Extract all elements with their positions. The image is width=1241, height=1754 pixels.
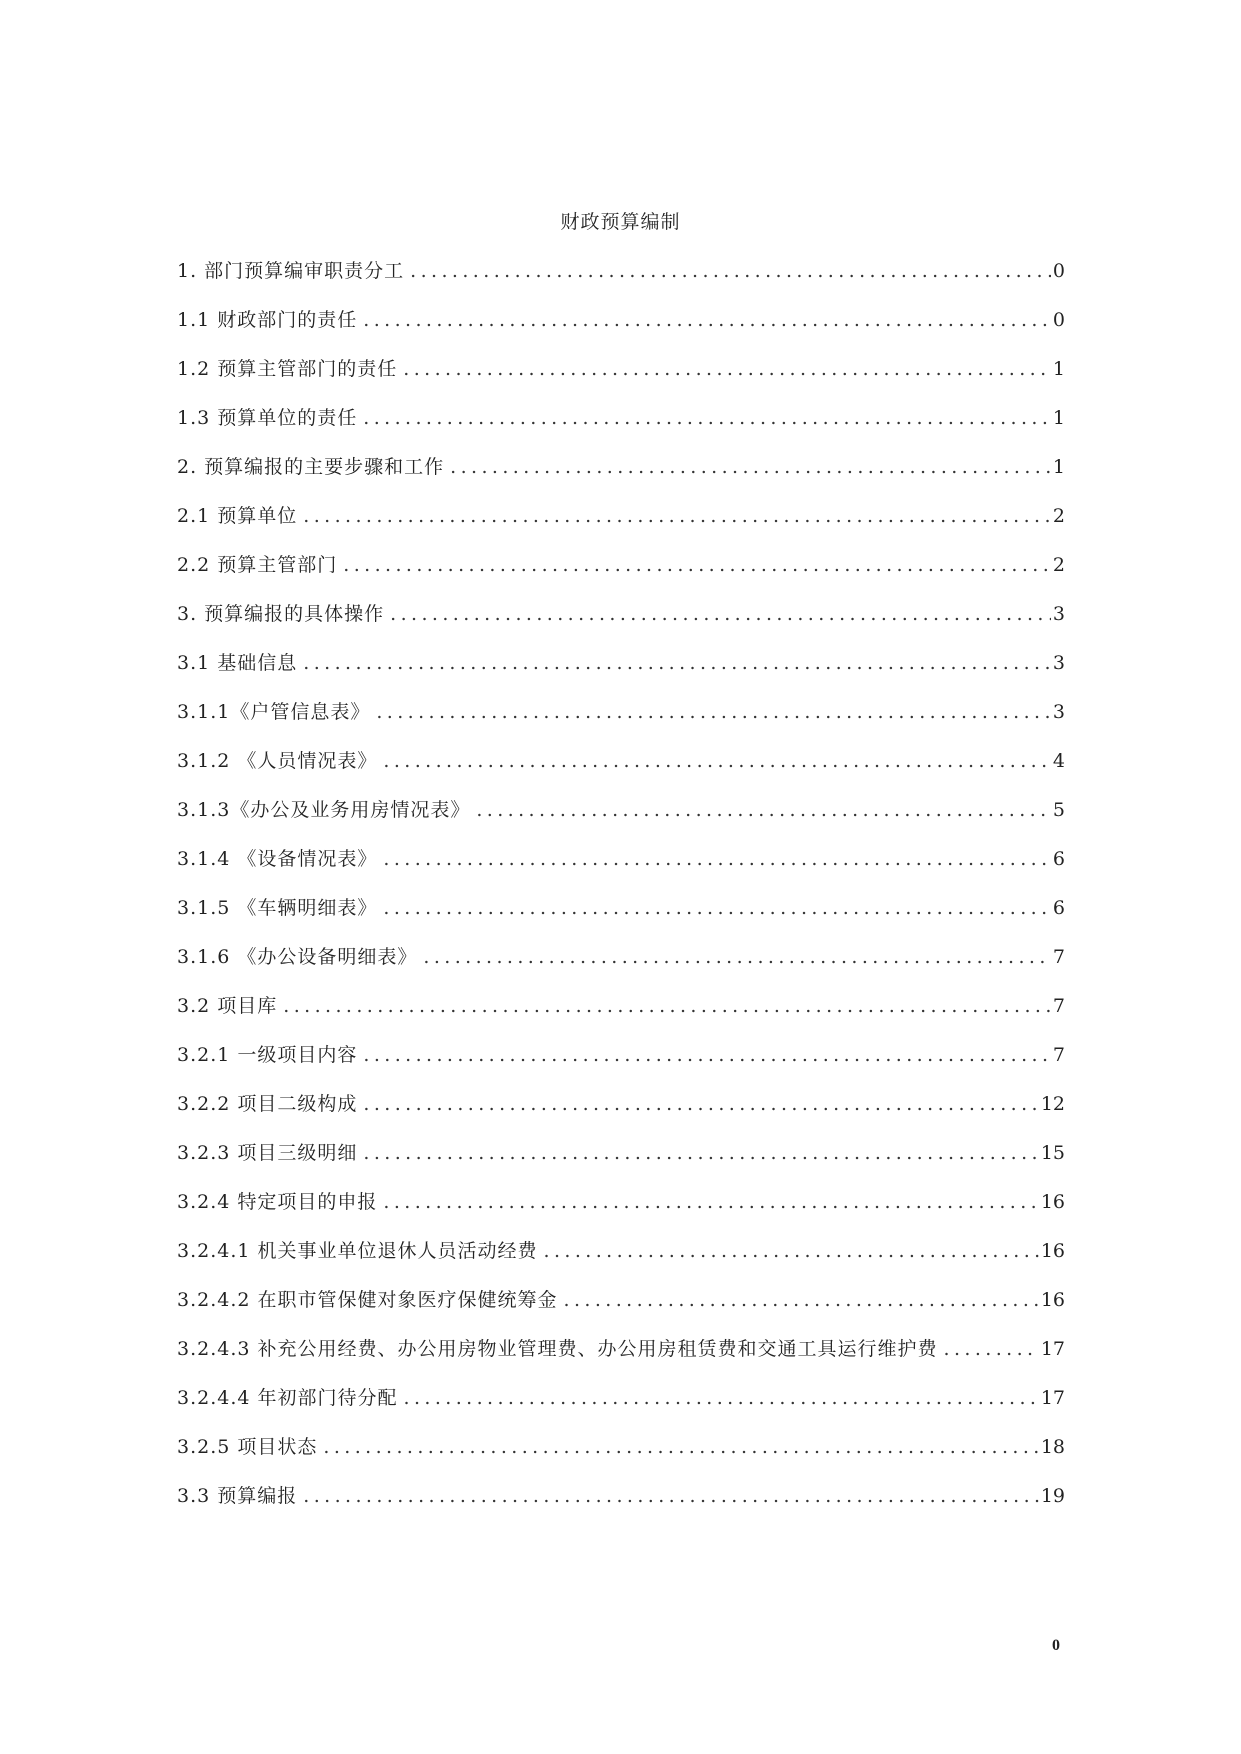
toc-entry-page-number: 7 — [1052, 946, 1065, 968]
toc-entry[interactable] — [177, 1236, 1065, 1285]
toc-dot-leader — [283, 991, 1051, 1021]
toc-dot-leader — [423, 942, 1051, 972]
toc-entry-label: 1.1 财政部门的责任 — [177, 309, 358, 331]
toc-entry-page-number: 7 — [1052, 1044, 1065, 1066]
toc-entry-page-number: 7 — [1052, 995, 1065, 1017]
toc-dot-leader — [303, 501, 1051, 531]
toc-entry[interactable] — [177, 1334, 1065, 1383]
toc-dot-leader — [944, 1334, 1039, 1364]
toc-entry-label: 3.2.1 一级项目内容 — [177, 1044, 358, 1066]
toc-entry-label: 3.3 预算编报 — [177, 1485, 298, 1507]
toc-dot-leader — [383, 893, 1051, 923]
toc-dot-leader — [343, 550, 1051, 580]
toc-entry[interactable] — [177, 795, 1065, 844]
toc-entry-label: 3.2.3 项目三级明细 — [177, 1142, 358, 1164]
toc-entry-label: 3. 预算编报的具体操作 — [177, 603, 385, 625]
toc-entry-label: 2.2 预算主管部门 — [177, 554, 338, 576]
toc-dot-leader — [363, 1089, 1038, 1119]
toc-entry-page-number: 2 — [1052, 505, 1065, 527]
toc-entry-label: 2. 预算编报的主要步骤和工作 — [177, 456, 445, 478]
toc-entry-label: 1.3 预算单位的责任 — [177, 407, 358, 429]
toc-dot-leader — [410, 256, 1051, 286]
toc-dot-leader — [303, 1481, 1039, 1511]
toc-entry[interactable] — [177, 991, 1065, 1040]
toc-dot-leader — [390, 599, 1051, 629]
toc-entry[interactable] — [177, 501, 1065, 550]
toc-entry-page-number: 0 — [1052, 309, 1065, 331]
toc-entry-page-number: 0 — [1052, 260, 1065, 282]
toc-entry-page-number: 16 — [1040, 1240, 1065, 1262]
toc-entry[interactable] — [177, 1040, 1065, 1089]
toc-entry-page-number: 2 — [1052, 554, 1065, 576]
toc-dot-leader — [476, 795, 1051, 825]
toc-entry[interactable] — [177, 844, 1065, 893]
toc-dot-leader — [564, 1285, 1039, 1315]
toc-entry-page-number: 6 — [1052, 897, 1065, 919]
toc-entry[interactable] — [177, 256, 1065, 305]
toc-entry-page-number: 5 — [1052, 799, 1065, 821]
toc-entry-label: 3.1.4 《设备情况表》 — [177, 848, 378, 870]
toc-entry-label: 3.2.5 项目状态 — [177, 1436, 318, 1458]
toc-dot-leader — [363, 403, 1051, 433]
toc-entry[interactable] — [177, 599, 1065, 648]
toc-dot-leader — [383, 1187, 1038, 1217]
toc-entry[interactable] — [177, 1285, 1065, 1334]
toc-entry-label: 3.2.4.2 在职市管保健对象医疗保健统筹金 — [177, 1289, 558, 1311]
toc-dot-leader — [323, 1432, 1038, 1462]
toc-entry[interactable] — [177, 1089, 1065, 1138]
toc-entry-label: 3.1.2 《人员情况表》 — [177, 750, 378, 772]
toc-entry-label: 3.1.3《办公及业务用房情况表》 — [177, 799, 471, 821]
toc-dot-leader — [450, 452, 1051, 482]
toc-entry-label: 3.2.4.4 年初部门待分配 — [177, 1387, 398, 1409]
toc-dot-leader — [376, 697, 1051, 727]
toc-dot-leader — [363, 1138, 1038, 1168]
toc-entry[interactable] — [177, 1432, 1065, 1481]
page-number: 0 — [1052, 1637, 1060, 1654]
toc-dot-leader — [403, 354, 1051, 384]
toc-entry-page-number: 1 — [1052, 358, 1065, 380]
toc-entry-label: 3.1 基础信息 — [177, 652, 298, 674]
toc-dot-leader — [303, 648, 1051, 678]
toc-entry-page-number: 19 — [1040, 1485, 1065, 1507]
toc-entry-page-number: 3 — [1052, 652, 1065, 674]
toc-entry-page-number: 3 — [1052, 603, 1065, 625]
toc-dot-leader — [404, 1383, 1039, 1413]
toc-entry-label: 3.2 项目库 — [177, 995, 278, 1017]
toc-entry-label: 3.2.4 特定项目的申报 — [177, 1191, 378, 1213]
toc-entry-page-number: 4 — [1052, 750, 1065, 772]
toc-entry-label: 3.1.1《户管信息表》 — [177, 701, 371, 723]
toc-entry-label: 3.1.6 《办公设备明细表》 — [177, 946, 418, 968]
toc-entry-label: 3.1.5 《车辆明细表》 — [177, 897, 378, 919]
toc-entry-page-number: 17 — [1040, 1387, 1065, 1409]
table-of-contents — [177, 256, 1065, 1530]
toc-entry[interactable] — [177, 305, 1065, 354]
toc-entry-page-number: 6 — [1052, 848, 1065, 870]
toc-dot-leader — [383, 746, 1051, 776]
toc-entry-page-number: 1 — [1052, 456, 1065, 478]
toc-entry[interactable] — [177, 1481, 1065, 1530]
toc-entry-page-number: 18 — [1040, 1436, 1065, 1458]
toc-entry[interactable] — [177, 403, 1065, 452]
toc-entry-label: 3.2.4.3 补充公用经费、办公用房物业管理费、办公用房租赁费和交通工具运行维护费 — [177, 1338, 938, 1360]
toc-entry-label: 3.2.2 项目二级构成 — [177, 1093, 358, 1115]
toc-entry[interactable] — [177, 893, 1065, 942]
toc-entry[interactable] — [177, 942, 1065, 991]
toc-entry[interactable] — [177, 746, 1065, 795]
toc-entry-page-number: 3 — [1052, 701, 1065, 723]
toc-dot-leader — [363, 305, 1051, 335]
toc-entry[interactable] — [177, 697, 1065, 746]
toc-entry-page-number: 1 — [1052, 407, 1065, 429]
toc-dot-leader — [383, 844, 1051, 874]
toc-entry[interactable] — [177, 550, 1065, 599]
toc-entry[interactable] — [177, 1138, 1065, 1187]
toc-entry-label: 1.2 预算主管部门的责任 — [177, 358, 398, 380]
toc-entry-label: 1. 部门预算编审职责分工 — [177, 260, 405, 282]
document-title: 财政预算编制 — [560, 211, 681, 233]
toc-entry-page-number: 17 — [1040, 1338, 1065, 1360]
toc-entry-page-number: 16 — [1040, 1289, 1065, 1311]
toc-dot-leader — [363, 1040, 1051, 1070]
toc-entry[interactable] — [177, 354, 1065, 403]
toc-entry-page-number: 15 — [1040, 1142, 1065, 1164]
toc-entry-page-number: 12 — [1040, 1093, 1065, 1115]
toc-entry[interactable] — [177, 1187, 1065, 1236]
toc-entry[interactable] — [177, 1383, 1065, 1432]
toc-entry[interactable] — [177, 452, 1065, 501]
toc-entry-page-number: 16 — [1040, 1191, 1065, 1213]
toc-entry-label: 2.1 预算单位 — [177, 505, 298, 527]
toc-entry-label: 3.2.4.1 机关事业单位退休人员活动经费 — [177, 1240, 538, 1262]
toc-dot-leader — [544, 1236, 1039, 1266]
toc-entry[interactable] — [177, 648, 1065, 697]
